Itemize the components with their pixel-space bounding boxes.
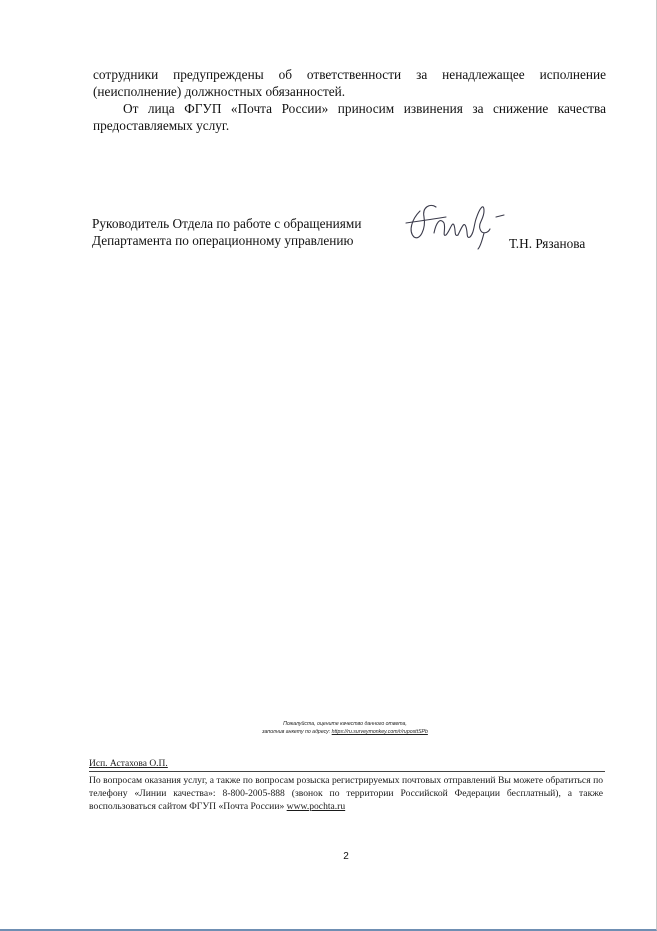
survey-line-2-prefix: заполнив анкету по адресу:	[262, 729, 332, 735]
survey-line-2	[200, 728, 490, 736]
footer-contact-info	[89, 774, 603, 813]
footer-divider	[89, 771, 605, 772]
executor-name: Исп. Астахова О.П.	[89, 759, 168, 769]
signatory-name: Т.Н. Рязанова	[509, 236, 586, 251]
signatory-position	[92, 215, 361, 249]
body-paragraph-1: сотрудники предупреждены об ответственности за ненадлежащее исполнение (неисполнение) должностных обязанностей.	[93, 67, 606, 99]
body-paragraph-2: От лица ФГУП «Почта России» приносим извинения за снижение качества предоставляемых услуг.	[93, 101, 606, 133]
footer-contact-text: По вопросам оказания услуг, а также по вопросам розыска регистрируемых почтовых отправлений Вы можете обратиться по телефону «Линии качества»: 8-800-2005-888 (звонок по территории Российской Федерации бесплатный), а также воспользоваться сайтом ФГУП «Почта России»	[89, 775, 603, 812]
survey-note	[200, 720, 490, 736]
survey-line-1: Пожалуйста, оцените качество данного ответа,	[283, 721, 407, 727]
signatory-position-line-2: Департамента по операционному управлению	[92, 233, 354, 248]
handwritten-signature	[400, 193, 510, 251]
website-link[interactable]: www.pochta.ru	[286, 801, 346, 812]
signatory-position-line-1: Руководитель Отдела по работе с обращениями	[92, 216, 362, 231]
page-number: 2	[343, 851, 349, 862]
survey-link[interactable]: https://ru.surveymonkey.com/r/ruposttSPb	[331, 729, 428, 735]
